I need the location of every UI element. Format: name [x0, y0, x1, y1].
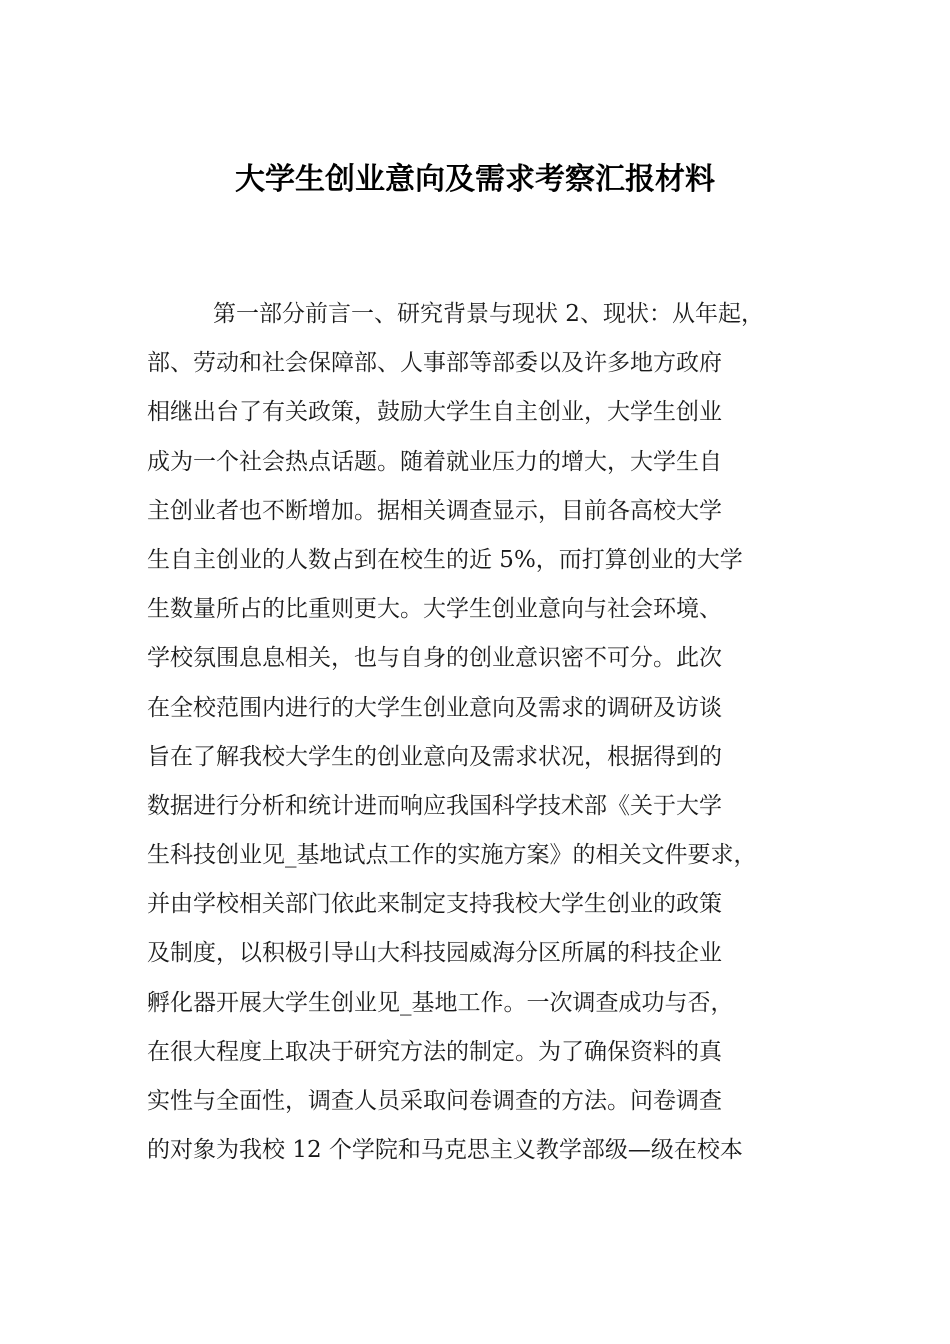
- paragraph-line: 生数量所占的比重则更大。大学生创业意向与社会环境、: [147, 596, 722, 623]
- paragraph-line: 实性与全面性，调查人员采取问卷调查的方法。问卷调查: [147, 1088, 722, 1114]
- body-paragraph: [147, 290, 827, 1175]
- paragraph-line: 生自主创业的人数占到在校生的近 5%，而打算创业的大学: [147, 546, 743, 573]
- paragraph-line: 主创业者也不断增加。据相关调查显示，目前各高校大学: [147, 497, 722, 524]
- paragraph-line: 旨在了解我校大学生的创业意向及需求状况，根据得到的: [147, 743, 722, 770]
- document-title: 大学生创业意向及需求考察汇报材料: [235, 162, 715, 197]
- paragraph-line: 及制度，以积极引导山大科技园威海分区所属的科技企业: [147, 940, 722, 967]
- paragraph-line: 并由学校相关部门依此来制定支持我校大学生创业的政策: [147, 891, 722, 918]
- paragraph-line: 相继出台了有关政策，鼓励大学生自主创业，大学生创业: [147, 399, 722, 426]
- paragraph-line: 部、劳动和社会保障部、人事部等部委以及许多地方政府: [147, 350, 722, 377]
- paragraph-line: 第一部分前言一、研究背景与现状 2、现状：从年起，: [213, 301, 764, 327]
- paragraph-line: 数据进行分析和统计进而响应我国科学技术部《关于大学: [147, 792, 722, 819]
- paragraph-line: 孵化器开展大学生创业见_基地工作。一次调查成功与否，: [147, 989, 734, 1016]
- paragraph-line: 的对象为我校 12 个学院和马克思主义教学部级—级在校本: [147, 1137, 743, 1164]
- paragraph-line: 成为一个社会热点话题。随着就业压力的增大，大学生自: [147, 448, 722, 475]
- paragraph-line: 在全校范围内进行的大学生创业意向及需求的调研及访谈: [147, 694, 722, 721]
- paragraph-line: 生科技创业见_基地试点工作的实施方案》的相关文件要求，: [147, 842, 757, 869]
- paragraph-line: 学校氛围息息相关，也与自身的创业意识密不可分。此次: [147, 645, 722, 672]
- paragraph-line: 在很大程度上取决于研究方法的制定。为了确保资料的真: [147, 1038, 722, 1065]
